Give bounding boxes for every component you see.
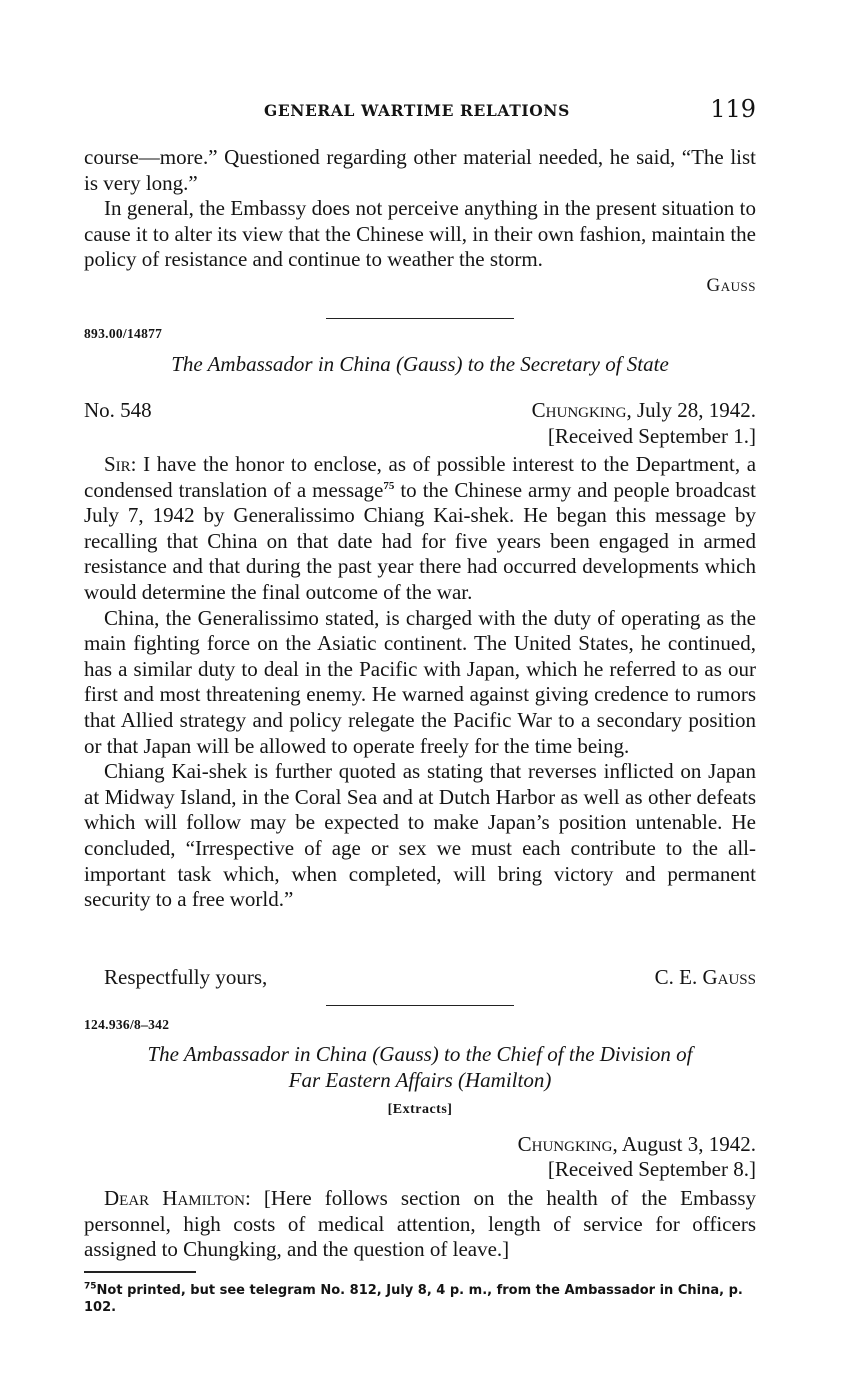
dateline-2 (518, 1132, 756, 1158)
running-title: GENERAL WARTIME RELATIONS (264, 101, 570, 120)
continuation-paragraph-2: In general, the Embassy does not perceive anything in the present situation to cause it to alter its view that the Chinese will, in their own fashion, maintain the policy of resistance and continue to weather the storm. (84, 196, 756, 272)
page-number: 119 (710, 95, 756, 123)
letter-paragraph-2: China, the Generalissimo stated, is charged with the duty of operating as the main fighting force on the Asiatic continent. The United States, he continued, has a similar duty to deal in the Pacific with Japan, which he referred to as our first and most threatening enemy. He warned against giving credence to rumors that Allied strategy and policy relegate the Pacific War to a secondary position or that Japan will be allowed to operate freely for the time being. (84, 605, 756, 758)
letter-paragraph-1-text: I have the honor to enclose, as of possible interest to the Department, a condensed translation of a message (84, 452, 757, 502)
dateline-place: Chungking, (531, 398, 632, 422)
salutation-2: Dear Hamilton: (104, 1186, 251, 1210)
letter-body (84, 452, 756, 913)
continuation-block (84, 145, 756, 273)
closing: Respectfully yours, (104, 965, 268, 989)
dateline (532, 398, 756, 424)
letter-paragraph-1-continued: to the Chinese army and people broadcast July 7, 1942 by Generalissimo Chiang Kai-shek. He began this message by recalling that China on that date had for five years been engaged in armed resistance and that during the past year there had occurred developments which would determine the final outcome of the war. (84, 477, 756, 604)
letter-paragraph-1 (84, 452, 756, 606)
document-title-2-line-1: The Ambassador in China (Gauss) to the Chief of the Division of (147, 1042, 693, 1066)
section-divider (326, 318, 514, 319)
section-divider-2 (326, 1005, 514, 1006)
salutation: Sir: (104, 452, 137, 476)
received-date: [Received September 1.] (547, 424, 756, 448)
letter-body-2 (84, 1186, 756, 1263)
extracts-label: [Extracts] (387, 1102, 453, 1117)
footnote-marker: 75 (84, 1281, 97, 1292)
letter-paragraph-3: Chiang Kai-shek is further quoted as stating that reverses inflicted on Japan at Midway Island, in the Coral Sea and at Dutch Harbor as well as other defeats which will follow may be expected to make Japan’s position untenable. He concluded, “Irrespective of age or sex we must each contribute to the all-important task which, when completed, will bring victory and permanent security to a free world.” (84, 759, 756, 912)
continuation-paragraph-1: course—more.” Questioned regarding other material needed, he said, “The list is very long.” (84, 145, 756, 195)
footnote-rule (84, 1271, 196, 1273)
footnote-reference: 75 (383, 479, 395, 492)
footnote-text: Not printed, but see telegram No. 812, July 8, 4 p. m., from the Ambassador in China, p. 102. (84, 1283, 743, 1315)
letter-2-paragraph-1 (84, 1186, 756, 1263)
document-title: The Ambassador in China (Gauss) to the Secretary of State (171, 352, 669, 376)
received-date-2: [Received September 8.] (547, 1157, 756, 1181)
continuation-signature: Gauss (706, 275, 756, 296)
despatch-number: No. 548 (84, 398, 152, 422)
dateline-2-date: August 3, 1942. (621, 1132, 756, 1156)
letter-2-paragraph-1-text: [Here follows section on the health of the Embassy personnel, high costs of medical attention, length of service for officers assigned to Chungking, and the question of leave.] (84, 1186, 756, 1262)
page-header (84, 95, 756, 124)
dateline-date: July 28, 1942. (636, 398, 756, 422)
signature: C. E. Gauss (654, 965, 756, 989)
file-number: 893.00/14877 (84, 326, 163, 341)
footnote (84, 1282, 756, 1316)
dateline-2-place: Chungking, (517, 1132, 618, 1156)
file-number-2: 124.936/8–342 (84, 1017, 170, 1032)
document-title-2-line-2: Far Eastern Affairs (Hamilton) (288, 1068, 552, 1092)
